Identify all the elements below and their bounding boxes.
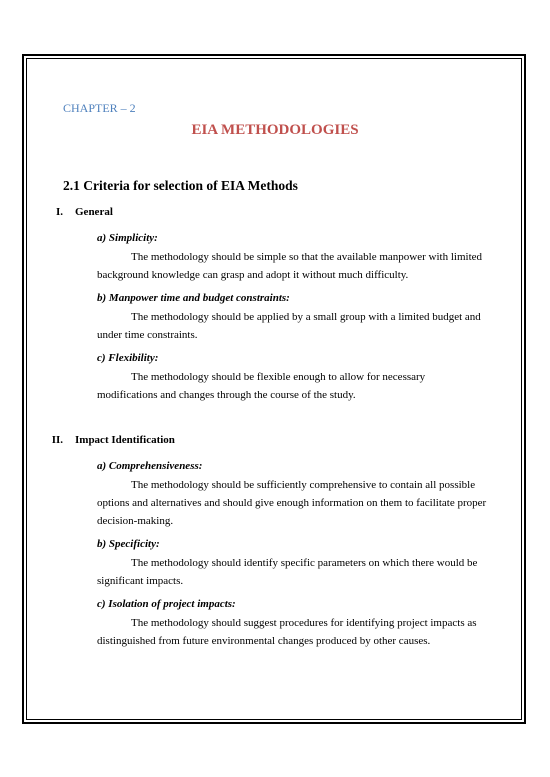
paragraph-flexibility: The methodology should be flexible enough to allow for necessary modifications and changes through the course of the study.	[97, 371, 426, 401]
chapter-title: EIA METHODOLOGIES	[191, 122, 359, 138]
paragraph-specificity: The methodology should identify specific parameters on which there would be significant impacts.	[97, 557, 478, 587]
subheading-isolation: c) Isolation of project impacts:	[97, 598, 236, 610]
subheading-comprehensiveness: a) Comprehensiveness:	[97, 460, 203, 472]
chapter-label: CHAPTER – 2	[63, 101, 136, 115]
subheading-simplicity: a) Simplicity:	[97, 232, 158, 244]
paragraph-comprehensiveness: The methodology should be sufficiently comprehensive to contain all possible options and alternatives and should give enough information on them to facilitate proper decision-making.	[97, 479, 487, 527]
group-numeral: I.	[55, 206, 63, 218]
subheading-flexibility: c) Flexibility:	[97, 352, 159, 364]
subheading-manpower: b) Manpower time and budget constraints:	[97, 292, 290, 304]
section-heading: 2.1 Criteria for selection of EIA Methods	[63, 178, 298, 193]
paragraph-manpower: The methodology should be applied by a small group with a limited budget and under time constraints.	[97, 311, 481, 341]
subheading-specificity: b) Specificity:	[97, 538, 160, 550]
group-label: Impact Identification	[75, 434, 175, 446]
paragraph-isolation: The methodology should suggest procedures for identifying project impacts as distinguished from future environmental changes produced by other causes.	[97, 617, 477, 647]
paragraph-simplicity: The methodology should be simple so that the available manpower with limited background knowledge can grasp and adopt it without much difficulty.	[97, 251, 483, 281]
group-numeral: II.	[51, 434, 63, 446]
group-label: General	[75, 206, 113, 218]
